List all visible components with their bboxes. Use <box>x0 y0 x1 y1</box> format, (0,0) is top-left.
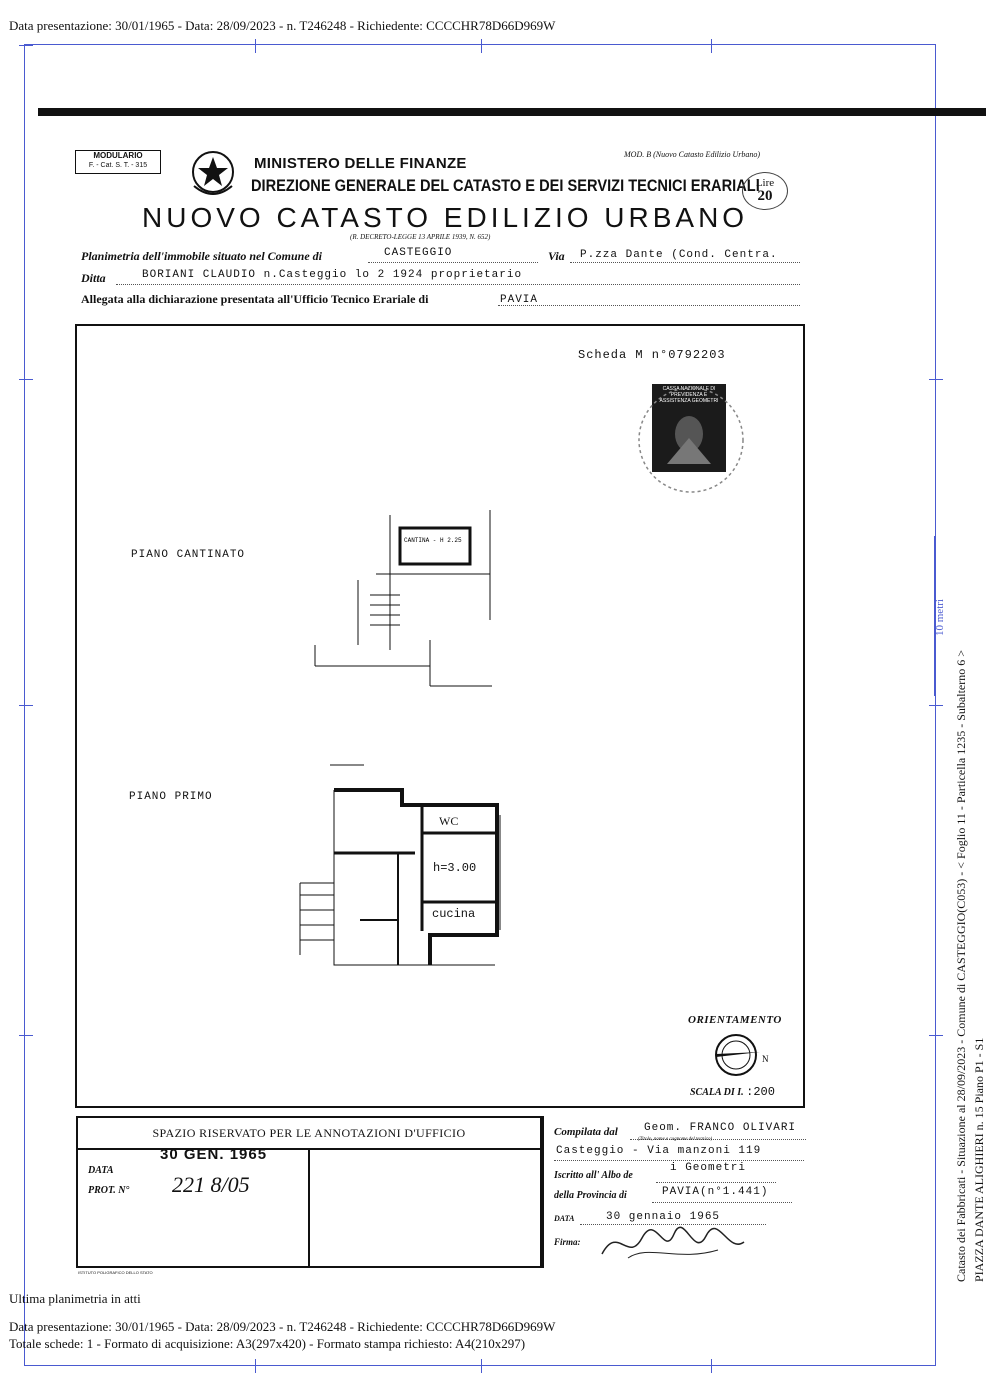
office-box-title: SPAZIO RISERVATO PER LE ANNOTAZIONI D'UFFICIO <box>76 1116 542 1150</box>
height-label: h=3.00 <box>433 861 477 875</box>
side-info-line1: Catasto dei Fabbricati - Situazione al 28/09/2023 - Comune di CASTEGGIO(C053) - < Foglio 11 - Particella 1235 - Subalterno 6 > <box>954 650 968 1282</box>
piano-cantinato-label: PIANO CANTINATO <box>131 549 246 561</box>
piano-primo-plan <box>290 755 540 995</box>
office-prot-label: PROT. N° <box>88 1185 130 1196</box>
ufficio-value: PAVIA <box>500 294 539 306</box>
office-prot-value: 221 8/05 <box>172 1172 250 1197</box>
scan-top-bar <box>38 108 986 116</box>
compilata-divider <box>542 1116 544 1268</box>
page-header: Data presentazione: 30/01/1965 - Data: 28/09/2023 - n. T246248 - Richiedente: CCCCHR78D66D969W <box>9 18 556 33</box>
scala-label: SCALA DI I. :200 <box>690 1085 775 1099</box>
firma-label: Firma: <box>554 1237 581 1247</box>
previdenza-seal: CASSA NAZIONALE DI PREVIDENZA E ASSISTENZA GEOMETRI <box>652 384 726 472</box>
office-divider <box>308 1150 310 1268</box>
provincia-value: PAVIA(n°1.441) <box>662 1186 769 1198</box>
albo-value: i Geometri <box>670 1162 747 1174</box>
compass-icon <box>708 1030 772 1080</box>
planimetria-label: Planimetria dell'immobile situato nel Comune di <box>81 249 323 263</box>
wc-label: WC <box>439 814 459 828</box>
albo-label: Iscritto all' Albo de <box>554 1170 633 1181</box>
ditta-value: BORIANI CLAUDIO n.Casteggio lo 2 1924 proprietario <box>142 269 523 281</box>
tecnico-address: Casteggio - Via manzoni 119 <box>556 1145 762 1157</box>
allegata-label: Allegata alla dichiarazione presentata all'Ufficio Tecnico Erariale di <box>81 292 429 306</box>
provincia-label: della Provincia di <box>554 1190 627 1201</box>
ultima-planimetria: Ultima planimetria in atti <box>9 1291 141 1306</box>
office-data-label: DATA <box>88 1165 114 1176</box>
compilata-data-value: 30 gennaio 1965 <box>606 1211 721 1223</box>
modulario-box: MODULARIO F. - Cat. S. T. - 315 <box>75 150 161 174</box>
svg-text:CANTINA - H 2.25: CANTINA - H 2.25 <box>404 537 462 544</box>
footer-line1: Data presentazione: 30/01/1965 - Data: 28/09/2023 - n. T246248 - Richiedente: CCCCHR78D66D969W <box>9 1319 556 1334</box>
compilata-label: Compilata dal <box>554 1126 618 1138</box>
ministero-title: MINISTERO DELLE FINANZE <box>254 155 467 172</box>
side-info-line2: PIAZZA DANTE ALIGHIERI n. 15 Piano P1 - S1 <box>972 1037 986 1282</box>
emblem-icon <box>188 146 238 200</box>
compilata-data-label: DATA <box>554 1214 575 1223</box>
comune-value: CASTEGGIO <box>384 247 453 259</box>
nuovo-catasto-title: NUOVO CATASTO EDILIZIO URBANO <box>142 202 749 233</box>
footer-line2: Totale schede: 1 - Formato di acquisizione: A3(297x420) - Formato stampa richiesto: A4(210x297) <box>9 1336 526 1351</box>
tecnico-sub: (Titolo, nome e cognome del tecnico) <box>638 1137 713 1142</box>
decreto-label: (R. DECRETO-LEGGE 13 APRILE 1939, N. 652) <box>350 233 491 241</box>
scheda-number: Scheda M n°0792203 <box>578 348 726 362</box>
office-data-stamp: 30 GEN. 1965 <box>160 1146 268 1163</box>
tecnico-name: Geom. FRANCO OLIVARI <box>644 1122 797 1134</box>
cucina-label: cucina <box>432 907 476 921</box>
lire-stamp: Lire 20 <box>742 172 788 210</box>
mod-b-label: MOD. B (Nuovo Catasto Edilizio Urbano) <box>624 150 760 159</box>
direzione-title: DIREZIONE GENERALE DEL CATASTO E DEI SERVIZI TECNICI ERARIALI <box>251 176 760 195</box>
ditta-label: Ditta <box>81 271 106 285</box>
scale-bar-label: 10 metri <box>934 599 946 636</box>
via-value: P.zza Dante (Cond. Centra. <box>580 249 778 261</box>
svg-text:N: N <box>762 1054 769 1064</box>
seal-stamp-ring <box>636 374 746 504</box>
signature-image <box>598 1214 748 1266</box>
cantinato-plan <box>300 510 510 690</box>
istituto-label: ISTITUTO POLIGRAFICO DELLO STATO <box>78 1270 153 1275</box>
piano-primo-label: PIANO PRIMO <box>129 791 213 803</box>
orientamento-label: ORIENTAMENTO <box>688 1014 782 1026</box>
via-label: Via <box>548 249 565 263</box>
